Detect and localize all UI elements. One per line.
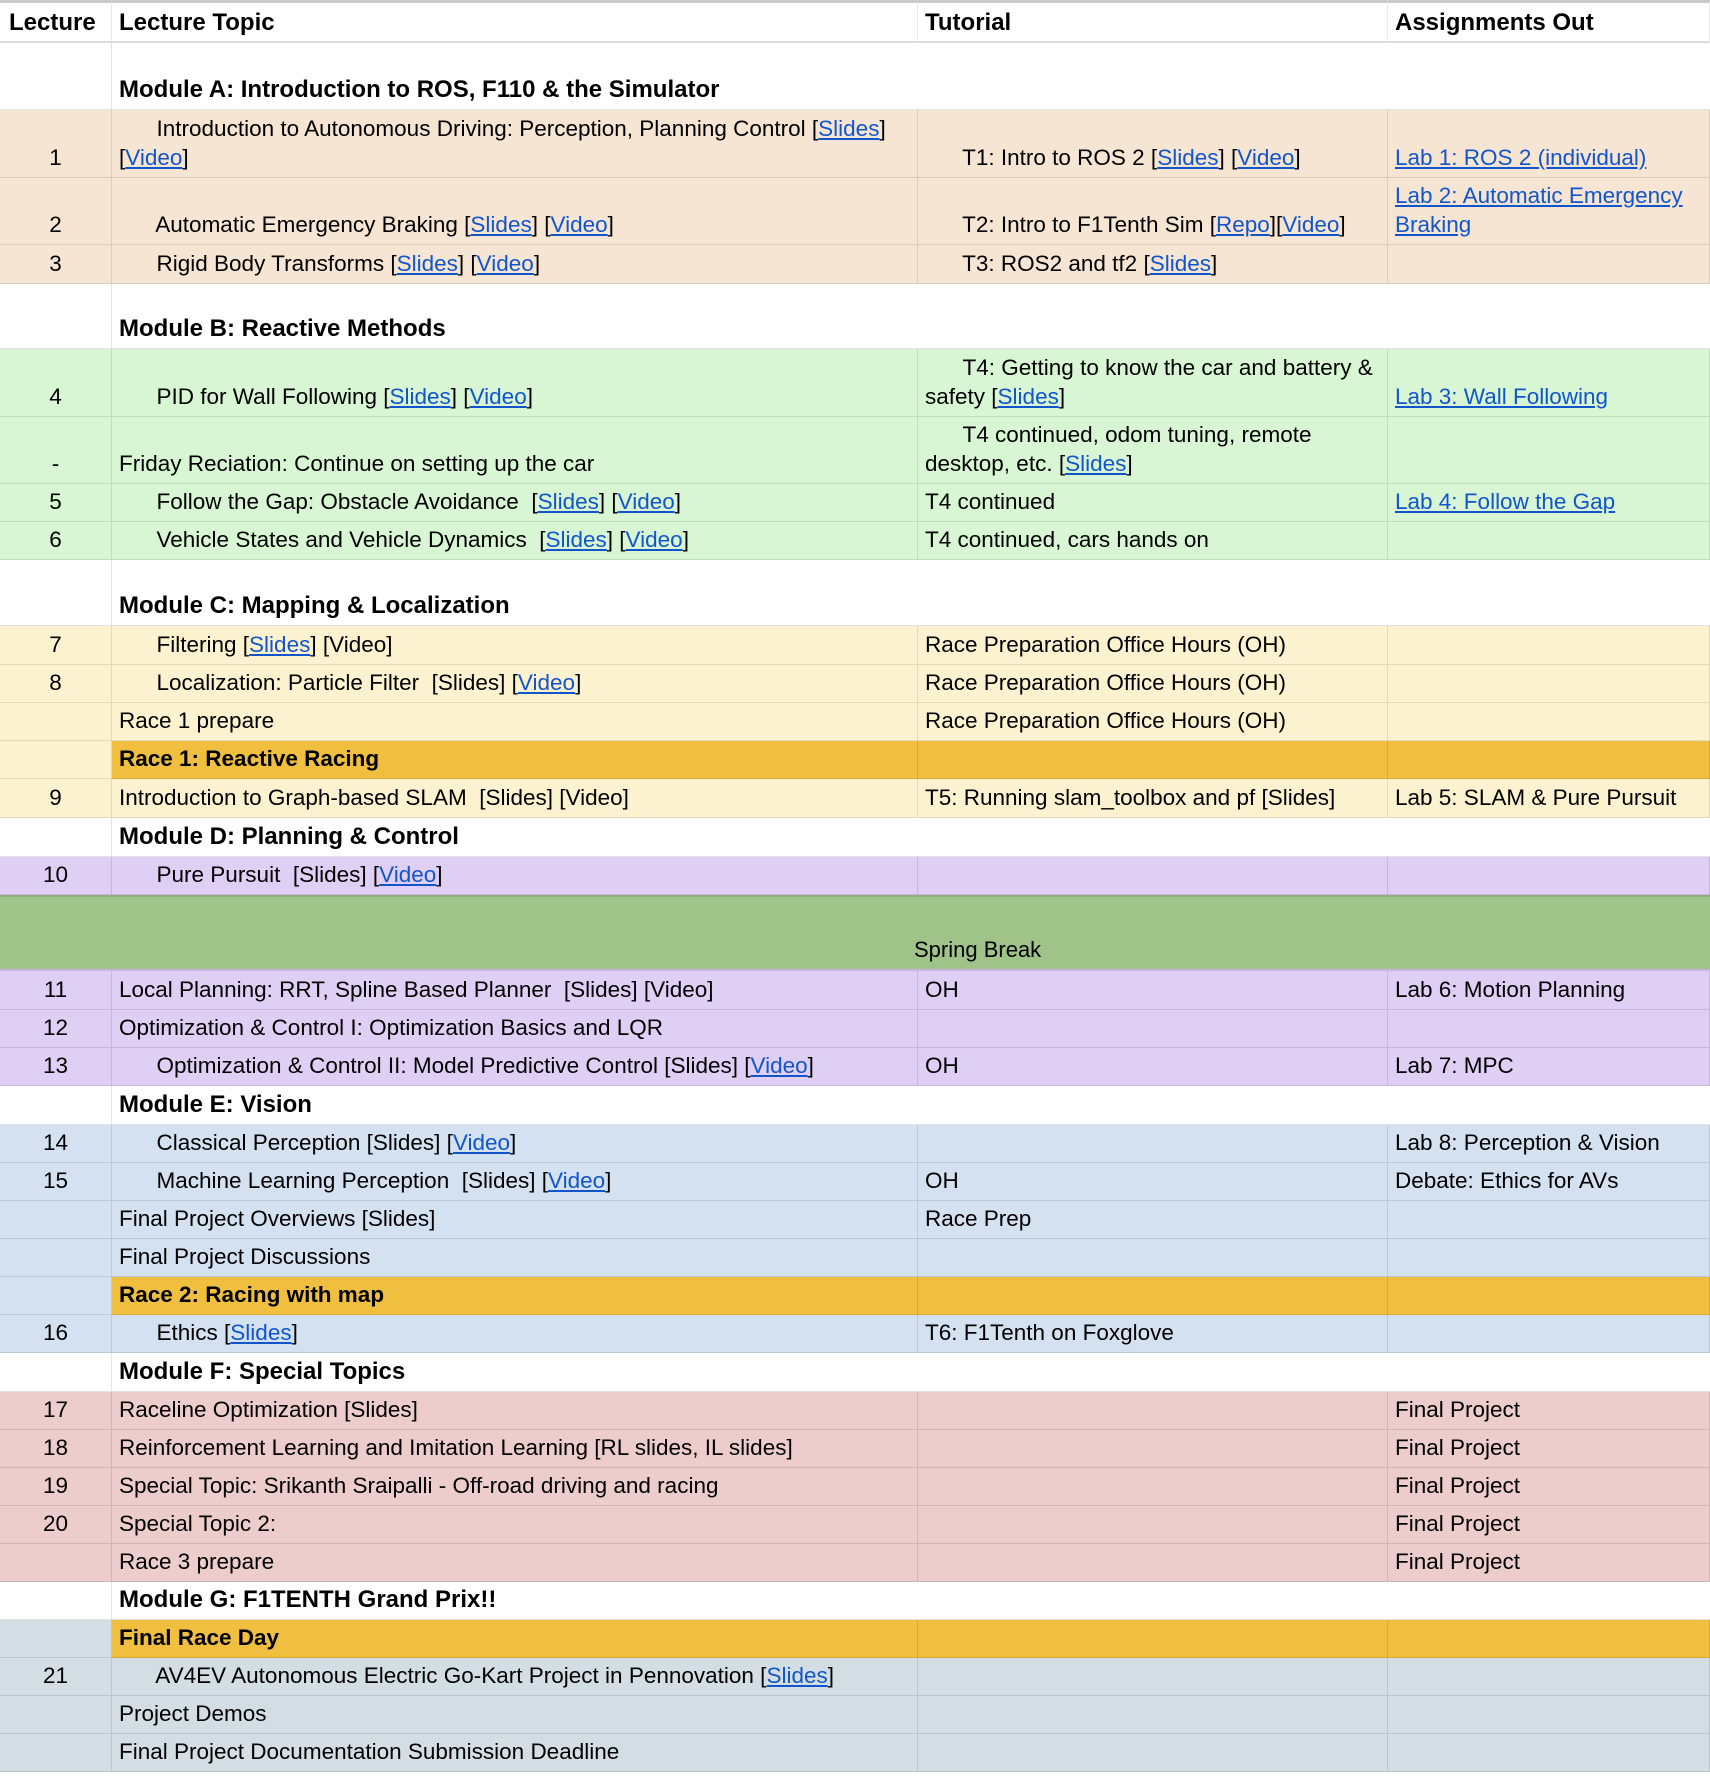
tutorial-text: ] (1294, 145, 1301, 170)
header-assignments-out[interactable]: Assignments Out (1388, 0, 1710, 43)
assignment[interactable]: Final Project (1388, 1544, 1710, 1582)
video-link[interactable]: Video (617, 489, 675, 514)
video-link[interactable]: Video (125, 145, 183, 170)
tutorial[interactable]: OH (918, 1048, 1388, 1086)
tutorial[interactable] (918, 1734, 1388, 1772)
assignment[interactable] (1388, 665, 1710, 703)
table-row (0, 178, 1710, 245)
lecture-topic[interactable] (112, 245, 918, 284)
tutorial[interactable] (918, 1658, 1388, 1696)
topic-text: ] (674, 489, 682, 514)
lecture-topic[interactable] (112, 1315, 918, 1353)
table-row (0, 1315, 1710, 1353)
topic-text: ] [ (457, 251, 477, 276)
table-row (0, 703, 1710, 741)
slides-link[interactable]: Slides (396, 251, 458, 276)
tutorial[interactable]: Race Preparation Office Hours (OH) (918, 626, 1388, 665)
topic-text: ] (182, 145, 189, 170)
tutorial[interactable]: T5: Running slam_toolbox and pf [Slides] (918, 779, 1388, 818)
lecture-number[interactable]: 12 (0, 1010, 112, 1048)
lecture-number[interactable]: - (0, 417, 112, 484)
video-link[interactable]: Video (625, 527, 683, 552)
lecture-topic[interactable]: Race 3 prepare (112, 1544, 918, 1582)
tutorial[interactable] (918, 1544, 1388, 1582)
topic-text: ] [ (606, 527, 626, 552)
assignment[interactable]: Lab 7: MPC (1388, 1048, 1710, 1086)
header-lecture-topic[interactable]: Lecture Topic (112, 0, 918, 43)
header-tutorial[interactable]: Tutorial (918, 0, 1388, 43)
lecture-topic[interactable] (112, 484, 918, 522)
assignment[interactable] (1388, 1010, 1710, 1048)
table-row (0, 626, 1710, 665)
topic-text: AV4EV Autonomous Electric Go-Kart Project in Pennovation [ (155, 1663, 767, 1688)
lecture-number[interactable]: 4 (0, 349, 112, 417)
assignment[interactable] (1388, 1658, 1710, 1696)
lab-1-link[interactable]: Lab 1: ROS 2 (individual) (1395, 145, 1647, 170)
lecture-number[interactable]: 3 (0, 245, 112, 284)
tutorial[interactable] (918, 1468, 1388, 1506)
table-row (0, 484, 1710, 522)
assignment[interactable] (1388, 741, 1710, 779)
tutorial[interactable] (918, 417, 1388, 484)
lecture-number[interactable]: 7 (0, 626, 112, 665)
table-row (0, 1010, 1710, 1048)
table-row (0, 245, 1710, 284)
lecture-cell[interactable] (0, 1086, 112, 1125)
topic-text: ] (526, 384, 533, 409)
tutorial[interactable] (918, 1125, 1388, 1163)
lecture-cell[interactable] (0, 1353, 112, 1392)
module-title[interactable]: Module B: Reactive Methods (112, 284, 1710, 349)
slides-link[interactable]: Slides (997, 384, 1059, 409)
assignment[interactable] (1388, 1696, 1710, 1734)
assignment[interactable] (1388, 417, 1710, 484)
topic-text: ] [Video] (310, 632, 393, 657)
lecture-cell[interactable] (0, 284, 112, 349)
table-row (0, 349, 1710, 417)
table-row (0, 665, 1710, 703)
video-link[interactable]: Video (550, 212, 608, 237)
tutorial[interactable] (918, 1430, 1388, 1468)
table-row (0, 971, 1710, 1010)
assignment[interactable] (1388, 522, 1710, 560)
lecture-number[interactable]: 9 (0, 779, 112, 818)
race-title[interactable]: Final Race Day (112, 1620, 918, 1658)
assignment[interactable] (1388, 1620, 1710, 1658)
topic-text: ] [ (598, 489, 618, 514)
tutorial[interactable] (918, 741, 1388, 779)
assignment[interactable]: Lab 5: SLAM & Pure Pursuit (1388, 779, 1710, 818)
video-link[interactable]: Video (517, 670, 576, 695)
lecture-number[interactable]: 1 (0, 110, 112, 178)
table-row (0, 1201, 1710, 1239)
lab-4-link[interactable]: Lab 4: Follow the Gap (1395, 489, 1616, 514)
topic-text: ] (807, 1053, 814, 1078)
slides-link[interactable]: Slides (766, 1663, 828, 1688)
topic-text: Introduction to Autonomous Driving: Perception, Planning Control [ (156, 116, 819, 141)
video-link[interactable]: Video (750, 1053, 808, 1078)
lecture-number[interactable]: 19 (0, 1468, 112, 1506)
module-g-row (0, 1582, 1710, 1620)
topic-text: ] [ (531, 212, 551, 237)
tutorial-text: ] (1211, 251, 1218, 276)
lecture-number[interactable]: 11 (0, 971, 112, 1010)
table-row (0, 1544, 1710, 1582)
lecture-topic[interactable]: Optimization & Control I: Optimization Basics and LQR (112, 1010, 918, 1048)
topic-text: Machine Learning Perception [Slides] [ (156, 1168, 548, 1193)
lecture-number[interactable] (0, 1544, 112, 1582)
tutorial[interactable] (918, 1010, 1388, 1048)
video-link[interactable]: Video (469, 384, 527, 409)
module-title[interactable]: Module F: Special Topics (112, 1353, 1710, 1392)
lecture-number[interactable]: 18 (0, 1430, 112, 1468)
table-row (0, 779, 1710, 818)
spring-break-row (0, 895, 1710, 971)
race-row (0, 1620, 1710, 1658)
table-row (0, 1430, 1710, 1468)
lecture-number[interactable] (0, 703, 112, 741)
lecture-number[interactable] (0, 1201, 112, 1239)
lecture-number[interactable]: 14 (0, 1125, 112, 1163)
table-row (0, 857, 1710, 895)
topic-text: Vehicle States and Vehicle Dynamics [ (156, 527, 546, 552)
tutorial[interactable]: T4 continued, cars hands on (918, 522, 1388, 560)
tutorial-text: ] (1126, 451, 1133, 476)
race-title[interactable]: Race 2: Racing with map (112, 1277, 918, 1315)
tutorial-text: T4 continued, odom tuning, remote desktop, etc. [ (925, 422, 1318, 476)
topic-text: ] (436, 862, 443, 887)
module-f-row (0, 1353, 1710, 1392)
lecture-number[interactable]: 13 (0, 1048, 112, 1086)
video-link[interactable]: Video (548, 1168, 606, 1193)
tutorial[interactable] (918, 857, 1388, 895)
lecture-topic[interactable] (112, 665, 918, 703)
slides-link[interactable]: Slides (230, 1320, 292, 1345)
spring-break-label[interactable]: Spring Break (0, 897, 1710, 969)
module-b-row (0, 284, 1710, 349)
lecture-number[interactable] (0, 1620, 112, 1658)
table-row (0, 110, 1710, 178)
lecture-topic[interactable] (112, 349, 918, 417)
topic-text: ] (510, 1130, 517, 1155)
tutorial[interactable]: T6: F1Tenth on Foxglove (918, 1315, 1388, 1353)
lecture-topic[interactable] (112, 110, 918, 178)
assignment[interactable]: Final Project (1388, 1506, 1710, 1544)
lecture-number[interactable]: 17 (0, 1392, 112, 1430)
assignment[interactable] (1388, 484, 1710, 522)
assignment[interactable] (1388, 1734, 1710, 1772)
lecture-number[interactable]: 15 (0, 1163, 112, 1201)
header-row (0, 0, 1710, 43)
slides-link[interactable]: Slides (545, 527, 607, 552)
lecture-number[interactable]: 6 (0, 522, 112, 560)
tutorial-text: ] (1058, 384, 1066, 409)
tutorial[interactable] (918, 178, 1388, 245)
lecture-topic[interactable]: Project Demos (112, 1696, 918, 1734)
topic-text: Pure Pursuit [Slides] [ (156, 862, 380, 887)
slides-link[interactable]: Slides (1149, 251, 1211, 276)
tutorial[interactable]: Race Preparation Office Hours (OH) (918, 665, 1388, 703)
lecture-number[interactable]: 5 (0, 484, 112, 522)
lecture-number[interactable]: 10 (0, 857, 112, 895)
table-row (0, 1239, 1710, 1277)
lab-3-link[interactable]: Lab 3: Wall Following (1395, 384, 1609, 409)
assignment[interactable]: Lab 6: Motion Planning (1388, 971, 1710, 1010)
topic-text: Filtering [ (156, 632, 250, 657)
topic-text: ] (607, 212, 614, 237)
tutorial-text: ][ (1269, 212, 1283, 237)
table-row (0, 1048, 1710, 1086)
module-c-row (0, 560, 1710, 626)
module-d-row (0, 818, 1710, 857)
topic-text: ] (605, 1168, 612, 1193)
video-link[interactable]: Video (1237, 145, 1295, 170)
lecture-topic[interactable] (112, 522, 918, 560)
assignment[interactable]: Final Project (1388, 1468, 1710, 1506)
table-row (0, 417, 1710, 484)
tutorial[interactable] (918, 1620, 1388, 1658)
assignment[interactable] (1388, 703, 1710, 741)
tutorial[interactable] (918, 245, 1388, 284)
slides-link[interactable]: Slides (1065, 451, 1127, 476)
lecture-number[interactable] (0, 1239, 112, 1277)
lecture-number[interactable]: 8 (0, 665, 112, 703)
table-row (0, 1734, 1710, 1772)
slides-link[interactable]: Slides (818, 116, 880, 141)
lecture-number[interactable] (0, 1277, 112, 1315)
assignment[interactable] (1388, 349, 1710, 417)
lecture-topic[interactable] (112, 178, 918, 245)
tutorial[interactable] (918, 110, 1388, 178)
tutorial[interactable] (918, 1392, 1388, 1430)
lecture-topic[interactable] (112, 1125, 918, 1163)
lecture-cell[interactable] (0, 43, 112, 110)
topic-text: Classical Perception [Slides] [ (156, 1130, 453, 1155)
tutorial[interactable] (918, 1239, 1388, 1277)
tutorial-text: ] [ (1218, 145, 1238, 170)
video-link[interactable]: Video (1282, 212, 1340, 237)
assignment[interactable]: Final Project (1388, 1430, 1710, 1468)
topic-text: Rigid Body Transforms [ (156, 251, 397, 276)
slides-link[interactable]: Slides (249, 632, 311, 657)
assignment[interactable] (1388, 1315, 1710, 1353)
slides-link[interactable]: Slides (537, 489, 599, 514)
table-row (0, 1163, 1710, 1201)
module-title[interactable]: Module C: Mapping & Localization (112, 560, 1710, 626)
lecture-topic[interactable]: Friday Reciation: Continue on setting up the car (112, 417, 918, 484)
assignment[interactable] (1388, 245, 1710, 284)
slides-link[interactable]: Slides (389, 384, 451, 409)
topic-text: Follow the Gap: Obstacle Avoidance [ (156, 489, 538, 514)
lecture-cell[interactable] (0, 1582, 112, 1620)
topic-text: Localization: Particle Filter [Slides] [ (156, 670, 518, 695)
assignment[interactable] (1388, 1201, 1710, 1239)
lecture-cell[interactable] (0, 818, 112, 857)
lecture-topic[interactable]: Final Project Documentation Submission Deadline (112, 1734, 918, 1772)
tutorial-text: T4: Getting to know the car and battery & safety [ (925, 355, 1379, 409)
lecture-topic[interactable]: Special Topic: Srikanth Sraipalli - Off-road driving and racing (112, 1468, 918, 1506)
tutorial-text: T3: ROS2 and tf2 [ (962, 251, 1150, 276)
lecture-topic[interactable]: Raceline Optimization [Slides] (112, 1392, 918, 1430)
table-row (0, 522, 1710, 560)
topic-text: Optimization & Control II: Model Predictive Control [Slides] [ (156, 1053, 751, 1078)
header-lecture[interactable]: Lecture (0, 0, 112, 43)
module-title[interactable]: Module A: Introduction to ROS, F110 & the Simulator (112, 43, 1710, 110)
tutorial[interactable] (918, 1696, 1388, 1734)
topic-text: PID for Wall Following [ (156, 384, 390, 409)
module-a-row (0, 43, 1710, 110)
tutorial-text: T2: Intro to F1Tenth Sim [ (962, 212, 1216, 237)
module-title[interactable]: Module E: Vision (112, 1086, 1710, 1125)
video-link[interactable]: Video (476, 251, 534, 276)
tutorial[interactable]: T4 continued (918, 484, 1388, 522)
assignment[interactable] (1388, 626, 1710, 665)
topic-text: ] (575, 670, 582, 695)
topic-text: ] (291, 1320, 298, 1345)
slides-link[interactable]: Slides (1157, 145, 1219, 170)
lecture-number[interactable] (0, 1734, 112, 1772)
topic-text: ] [ (119, 116, 892, 170)
race-row (0, 741, 1710, 779)
assignment[interactable]: Final Project (1388, 1392, 1710, 1430)
module-title[interactable]: Module G: F1TENTH Grand Prix!! (112, 1582, 1710, 1620)
table-row (0, 1658, 1710, 1696)
topic-text: Ethics [ (156, 1320, 231, 1345)
tutorial[interactable] (918, 1277, 1388, 1315)
topic-text: ] (533, 251, 541, 276)
lecture-topic[interactable] (112, 857, 918, 895)
lecture-number[interactable]: 16 (0, 1315, 112, 1353)
tutorial[interactable]: Race Preparation Office Hours (OH) (918, 703, 1388, 741)
lecture-topic[interactable]: Race 1 prepare (112, 703, 918, 741)
table-row (0, 1468, 1710, 1506)
table-row (0, 1696, 1710, 1734)
assignment[interactable] (1388, 1239, 1710, 1277)
tutorial[interactable]: Race Prep (918, 1201, 1388, 1239)
assignment[interactable] (1388, 857, 1710, 895)
assignment[interactable] (1388, 110, 1710, 178)
lecture-topic[interactable]: Reinforcement Learning and Imitation Learning [RL slides, IL slides] (112, 1430, 918, 1468)
tutorial[interactable] (918, 349, 1388, 417)
assignment[interactable]: Debate: Ethics for AVs (1388, 1163, 1710, 1201)
table-row (0, 1506, 1710, 1544)
assignment[interactable] (1388, 178, 1710, 245)
slides-link[interactable]: Slides (470, 212, 532, 237)
topic-text: ] (827, 1663, 834, 1688)
lecture-cell[interactable] (0, 560, 112, 626)
tutorial[interactable]: OH (918, 1163, 1388, 1201)
lecture-topic[interactable]: Final Project Overviews [Slides] (112, 1201, 918, 1239)
lecture-number[interactable]: 20 (0, 1506, 112, 1544)
video-link[interactable]: Video (452, 1130, 511, 1155)
repo-link[interactable]: Repo (1215, 212, 1270, 237)
lecture-number[interactable]: 21 (0, 1658, 112, 1696)
module-e-row (0, 1086, 1710, 1125)
lecture-topic[interactable] (112, 1048, 918, 1086)
assignment[interactable] (1388, 1277, 1710, 1315)
lecture-topic[interactable]: Introduction to Graph-based SLAM [Slides] [Video] (112, 779, 918, 818)
assignment[interactable]: Lab 8: Perception & Vision (1388, 1125, 1710, 1163)
tutorial[interactable] (918, 1506, 1388, 1544)
race-row (0, 1277, 1710, 1315)
topic-text: ] [ (450, 384, 470, 409)
table-row (0, 1125, 1710, 1163)
module-title[interactable]: Module D: Planning & Control (112, 818, 1710, 857)
lecture-number[interactable] (0, 741, 112, 779)
tutorial[interactable]: OH (918, 971, 1388, 1010)
lecture-number[interactable] (0, 1696, 112, 1734)
table-row (0, 1392, 1710, 1430)
lecture-number[interactable]: 2 (0, 178, 112, 245)
tutorial-text: T1: Intro to ROS 2 [ (962, 145, 1158, 170)
video-link[interactable]: Video (379, 862, 437, 887)
tutorial-text: ] (1339, 212, 1346, 237)
lab-2-link[interactable]: Lab 2: Automatic Emergency Braking (1395, 183, 1683, 237)
lecture-topic[interactable]: Final Project Discussions (112, 1239, 918, 1277)
lecture-topic[interactable] (112, 1163, 918, 1201)
lecture-topic[interactable]: Local Planning: RRT, Spline Based Planner [Slides] [Video] (112, 971, 918, 1010)
lecture-topic[interactable]: Special Topic 2: (112, 1506, 918, 1544)
lecture-topic[interactable] (112, 626, 918, 665)
lecture-topic[interactable] (112, 1658, 918, 1696)
race-title[interactable]: Race 1: Reactive Racing (112, 741, 918, 779)
topic-text: ] (682, 527, 689, 552)
topic-text: Automatic Emergency Braking [ (155, 212, 471, 237)
